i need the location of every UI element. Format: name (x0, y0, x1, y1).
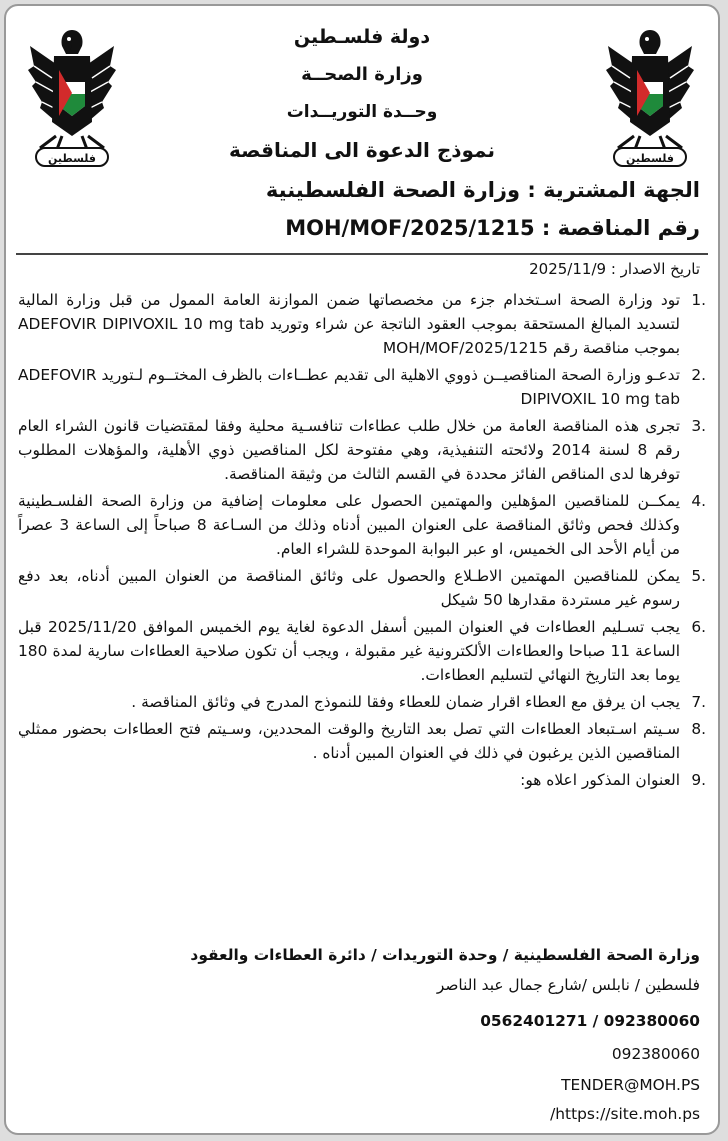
item-text: تدعـو وزارة الصحة المناقصيــن ذووي الاهلية الى تقديم عطــاءات بالظرف المختــوم لـتوريد ADEFOVIR DIPIVOXIL 10 mg tab (18, 366, 680, 408)
item-number: 1. (691, 291, 706, 309)
ministry-name: وزارة الصحــة (301, 64, 423, 85)
phone-numbers: 0562401271 / 092380060 (480, 1012, 700, 1030)
list-item (18, 363, 706, 411)
email-address[interactable]: TENDER@MOH.PS (561, 1076, 700, 1094)
item-text: يجب تسـليم العطاءات في العنوان المبين أسفل الدعوة لغاية يوم الخميس الموافق 2025/11/20 قبل الساعة 11 صباحا والعطاءات الألكترونية غير مقبولة ، ويجب أن تكون صلاحية العطاءات سارية لمدة 180 يوما بعد التاريخ النهائي لتسليم العطاءات. (18, 618, 680, 684)
list-item (18, 564, 706, 612)
form-title: نموذج الدعوة الى المناقصة (229, 138, 495, 162)
item-text: العنوان المذكور اعلاه هو: (520, 771, 680, 789)
state-name: دولة فلسـطين (293, 26, 431, 48)
item-number: 5. (691, 567, 706, 585)
item-number: 9. (691, 771, 706, 789)
svg-text:فلسطين: فلسطين (48, 152, 96, 165)
website-link[interactable]: https://site.moh.ps/ (550, 1105, 700, 1123)
procurement-unit: وحــدة التوريــدات (286, 102, 438, 122)
list-item (18, 489, 706, 561)
address-line-1: وزارة الصحة الفلسطينية / وحدة التوريدات / دائرة العطاءات والعقود (190, 946, 700, 964)
item-text: تجرى هذه المناقصة العامة من خلال طلب عطاءات تنافسـية محلية وفقا لمقتضيات قانون الشراء العام رقم 8 لسنة 2014 ولائحته التنفيذية، وهي مفتوحة لكل المناقصين ذوي الأهلية، والمؤهلات المطلوب توفرها لدى المناقص الفائز محددة في القسم الثالث من وثيقة المناقصة. (18, 417, 680, 483)
tender-notice (4, 4, 720, 1135)
item-number: 3. (691, 417, 706, 435)
list-item (18, 690, 706, 714)
item-text: تود وزارة الصحة اسـتخدام جزء من مخصصاتها ضمن الموازنة العامة الممول من قبل وزارة المالية لتسديد المبالغ المستحقة بموجب العقود الناتجة عن شراء وتوريد ADEFOVIR DIPIVOXIL 10 mg tab بموجب مناقصة رقم MOH/MOF/2025/1215 (18, 291, 681, 357)
svg-text:فلسطين: فلسطين (626, 152, 674, 165)
notice-items (18, 288, 706, 795)
item-number: 6. (691, 618, 706, 636)
item-number: 7. (691, 693, 706, 711)
list-item (18, 615, 706, 687)
item-text: سـيتم اسـتبعاد العطاءات التي تصل بعد التاريخ والوقت المحددين، وسـيتم فتح العطاءات بحضور ممثلي المناقصين الذين يرغبون في ذلك في العنوان المبين أدناه . (18, 720, 680, 762)
item-number: 4. (691, 492, 706, 510)
fax-number: 092380060 (611, 1045, 700, 1063)
list-item (18, 768, 706, 792)
list-item (18, 414, 706, 486)
address-line-2: فلسطين / نابلس /شارع جمال عبد الناصر (436, 976, 700, 994)
tender-number: رقم المناقصة : MOH/MOF/2025/1215 (285, 216, 700, 240)
issue-date: تاريخ الاصدار : 2025/11/9 (529, 260, 700, 278)
item-number: 2. (691, 366, 706, 384)
purchasing-entity: الجهة المشترية : وزارة الصحة الفلسطينية (265, 178, 700, 202)
divider (16, 253, 708, 255)
item-text: يجب ان يرفق مع العطاء اقرار ضمان للعطاء وفقا للنموذج المدرج في وثائق المناقصة . (131, 693, 680, 711)
item-number: 8. (691, 720, 706, 738)
item-text: يمكن للمناقصين المهتمين الاطـلاع والحصول على وثائق المناقصة من العنوان المبين أدناه، بعد دفع رسوم غير مستردة مقدارها 50 شيكل (18, 567, 680, 609)
item-text: يمكــن للمناقصين المؤهلين والمهتمين الحصول على معلومات إضافية من وزارة الصحة الفلسـطينية وكذلك فحص وثائق المناقصة على العنوان المبين أدناه وذلك من السـاعة 8 صباحاً إلى الساعة 3 عصراً من أيام الأحد الى الخميس، او عبر البوابة الموحدة للشراء العام. (18, 492, 680, 558)
list-item (18, 288, 706, 360)
list-item (18, 717, 706, 765)
